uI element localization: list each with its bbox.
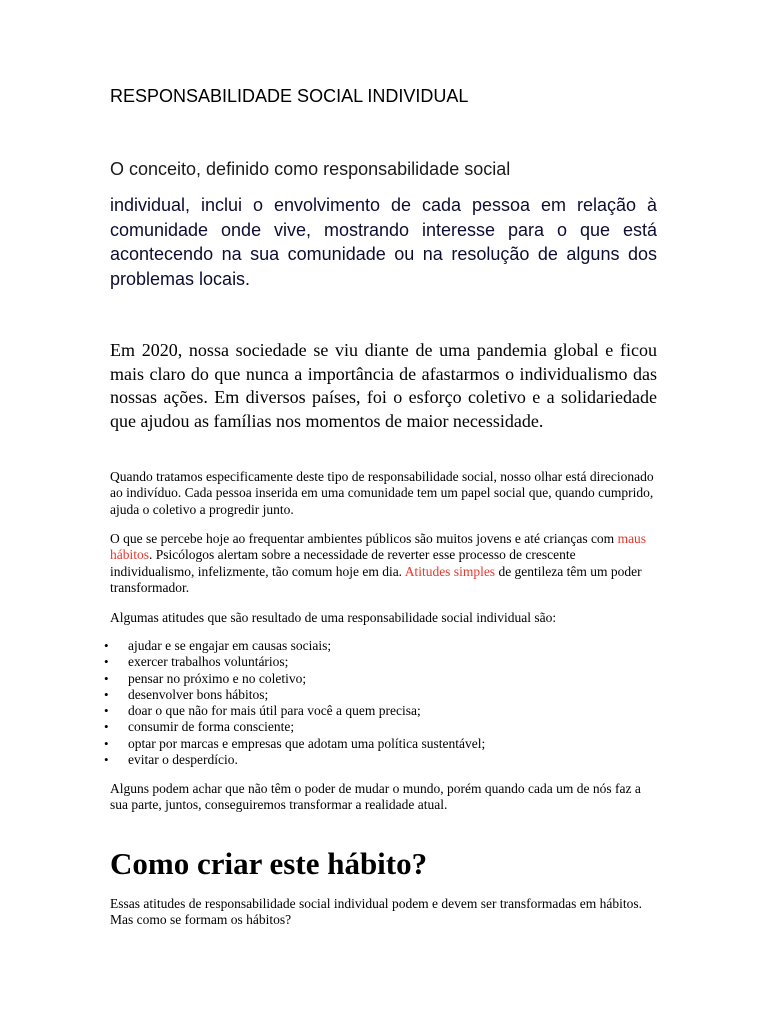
section-heading: Como criar este hábito?: [110, 846, 428, 881]
list-item: [104, 654, 657, 670]
maus-habitos-link[interactable]: maus hábitos: [110, 531, 647, 563]
list-item: [104, 752, 657, 768]
attitudes-list: [104, 638, 657, 768]
paragraph-essas: Essas atitudes de responsabilidade social individual podem e devem ser transformadas em hábitos. Mas como se formam os hábitos?: [110, 896, 642, 928]
paragraph-percebe: [110, 531, 657, 596]
paragraph-percebe-text-1: O que se percebe hoje ao frequentar ambientes públicos são muitos jovens e até crianças com: [110, 531, 618, 546]
bullet-icon: •: [104, 686, 109, 702]
list-item-text: pensar no próximo e no coletivo;: [128, 670, 307, 686]
list-item: [104, 686, 657, 703]
bullet-icon: •: [104, 670, 109, 686]
bullet-icon: •: [104, 638, 109, 653]
bullet-icon: •: [104, 752, 109, 768]
intro-lead-line: O conceito, definido como responsabilidade social: [110, 159, 511, 179]
bullet-icon: •: [104, 654, 109, 670]
list-item: [104, 670, 657, 687]
list-item: [104, 735, 657, 752]
bullet-icon: •: [104, 735, 109, 751]
paragraph-percebe-text-2: . Psicólogos alertam sobre a necessidade de reverter esse processo de crescente individualismo, infelizmente, tão comum hoje em dia.: [110, 547, 576, 579]
paragraph-quando: Quando tratamos especificamente deste tipo de responsabilidade social, nosso olhar está direcionado ao indivíduo. Cada pessoa inserida em uma comunidade tem um papel social que, quando cumprido, ajuda o coletivo a progredir junto.: [110, 469, 654, 517]
list-item-text: ajudar e se engajar em causas sociais;: [128, 638, 332, 653]
paragraph-2020: Em 2020, nossa sociedade se viu diante de uma pandemia global e ficou mais claro do que nunca a importância de afastarmos o individualismo das nossas ações. Em diversos países, foi o esforço coletivo e a solidariedade que ajudou as famílias nos momentos de maior necessidade.: [110, 340, 657, 431]
list-item-text: consumir de forma consciente;: [128, 719, 295, 735]
list-item: [104, 719, 657, 735]
intro-paragraph: individual, inclui o envolvimento de cada pessoa em relação à comunidade onde vive, mostrando interesse para o que está acontecendo na sua comunidade ou na resolução de alguns dos problemas locais.: [110, 195, 657, 289]
list-item-text: exercer trabalhos voluntários;: [128, 654, 289, 670]
list-item-text: doar o que não for mais útil para você a quem precisa;: [128, 703, 421, 719]
document-title: RESPONSABILIDADE SOCIAL INDIVIDUAL: [110, 86, 469, 106]
paragraph-percebe-text-3: de gentileza têm um poder transformador.: [110, 563, 642, 595]
paragraph-algumas: Algumas atitudes que são resultado de uma responsabilidade social individual são:: [110, 610, 557, 625]
atitudes-simples-link[interactable]: Atitudes simples: [404, 563, 496, 579]
list-item: [104, 638, 657, 654]
bullet-icon: •: [104, 719, 109, 735]
list-item-text: desenvolver bons hábitos;: [128, 686, 269, 702]
list-item-text: evitar o desperdício.: [128, 752, 238, 768]
list-item: [104, 703, 657, 719]
paragraph-alguns: Alguns podem achar que não têm o poder de mudar o mundo, porém quando cada um de nós faz a sua parte, juntos, conseguiremos transformar a realidade atual.: [110, 781, 641, 813]
list-item-text: optar por marcas e empresas que adotam uma política sustentável;: [128, 735, 486, 751]
bullet-icon: •: [104, 703, 109, 719]
